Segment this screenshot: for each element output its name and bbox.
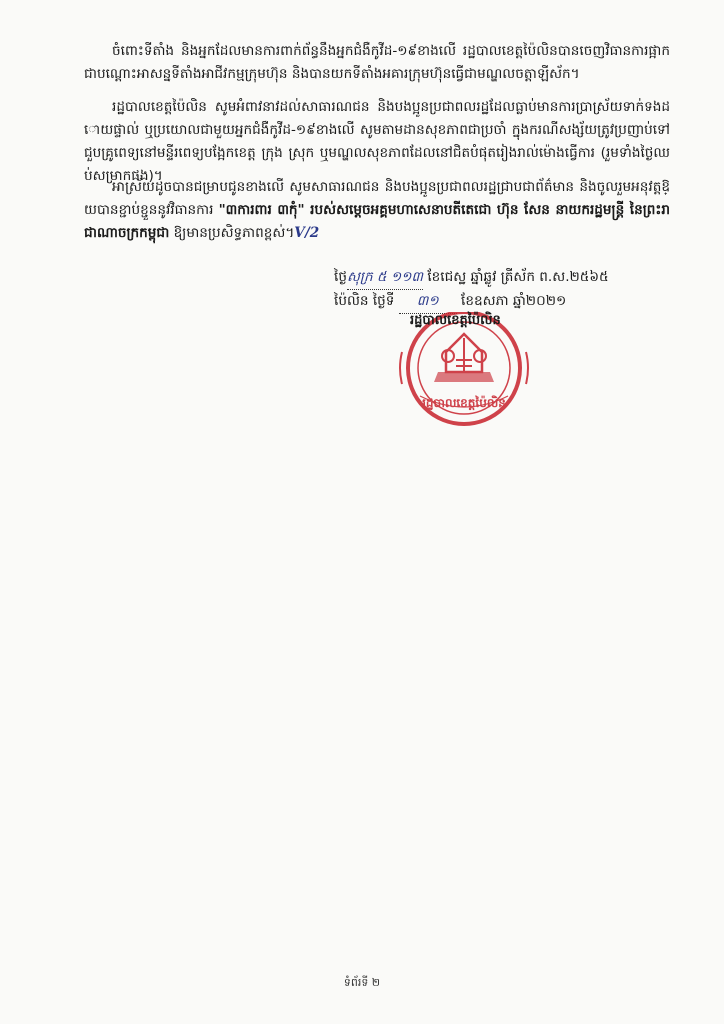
- handwritten-mark: V/2: [294, 225, 320, 241]
- paragraph-3-start: អាស្រ័យដូចបានជម្រាបជូនខាងលើ សូមសាធារណជន និងបងប្អូនប្រជាពលរដ្ឋជ្រាបជាព័ត៌មាន និងចូលរួមអនុវត្តឱ្យបានខ្ជាប់ខ្ជួននូវវិធានការ: [84, 179, 670, 218]
- solar-date-rest: ខែឧសភា ឆ្នាំ២០២១: [456, 293, 567, 309]
- page-number: ទំព័រទី ២: [343, 976, 381, 989]
- solar-date-prefix: ប៉ៃលិន ថ្ងៃទី: [334, 293, 399, 309]
- paragraph-1: [84, 40, 670, 86]
- paragraph-3: [84, 176, 670, 245]
- lunar-date-rest: ខែជេស្ឋ ឆ្នាំឆ្លូវ ត្រីស័ក ព.ស.២៥៦៥: [423, 269, 609, 285]
- seal-text: រដ្ឋបាលខេត្តប៉ៃលិន: [422, 396, 506, 410]
- lunar-date-line: [334, 265, 664, 290]
- paragraph-1-text: ចំពោះទីតាំង និងអ្នកដែលមានការពាក់ព័ន្ធនឹងអ្នកជំងឺកូវីដ-១៩ខាងលើ រដ្ឋបាលខេត្តប៉ៃលិនបានចេញវិធានការផ្អាកជាបណ្ដោះអាសន្នទីតាំងអាជីវកម្មក្រុមហ៊ុន និងបានយកទីតាំងអគារក្រុមហ៊ុនធ្វើជាមណ្ឌលចត្តាឡីស័ក។: [84, 43, 670, 82]
- paragraph-2-text: រដ្ឋបាលខេត្តប៉ៃលិន សូមអំពាវនាវដល់សាធារណជន និងបងប្អូនប្រជាពលរដ្ឋដែលធ្លាប់មានការប្រាស្រ័យទាក់ទងដោយផ្ទាល់ ឬប្រយោលជាមួយអ្នកជំងឺកូវីដ-១៩ខាងលើ សូមតាមដានសុខភាពជាប្រចាំ ក្នុងករណីសង្ស័យត្រូវប្រញាប់ទៅជួបគ្រូពេទ្យនៅមន្ទីរពេទ្យបង្អែកខេត្ត ក្រុង ស្រុក ឬមណ្ឌលសុខភាពដែលនៅជិតបំផុតរៀងរាល់ម៉ោងធ្វើការ (រួមទាំងថ្ងៃឈប់សម្រាកផង)។: [84, 99, 670, 184]
- lunar-date-handwritten: សុក្រ ៥ ១១៣: [347, 265, 423, 290]
- paragraph-3-text: [84, 176, 670, 245]
- solar-date-day: ៣១: [399, 289, 457, 314]
- signature-title: រដ្ឋបាលខេត្តប៉ៃលិន: [410, 313, 501, 328]
- paragraph-2: [84, 96, 670, 188]
- lunar-date-prefix: ថ្ងៃ: [334, 269, 347, 285]
- paragraph-3-bold: "៣ការពារ ៣កុំ" របស់សម្ដេចអគ្គមហាសេនាបតីតេជោ ហ៊ុន សែន នាយករដ្ឋមន្ត្រី នៃព្រះរាជាណាចក្រកម្ពុជា: [84, 202, 670, 241]
- paragraph-3-end: ឱ្យមានប្រសិទ្ធភាពខ្ពស់។: [169, 225, 295, 241]
- solar-date-line: [334, 289, 664, 314]
